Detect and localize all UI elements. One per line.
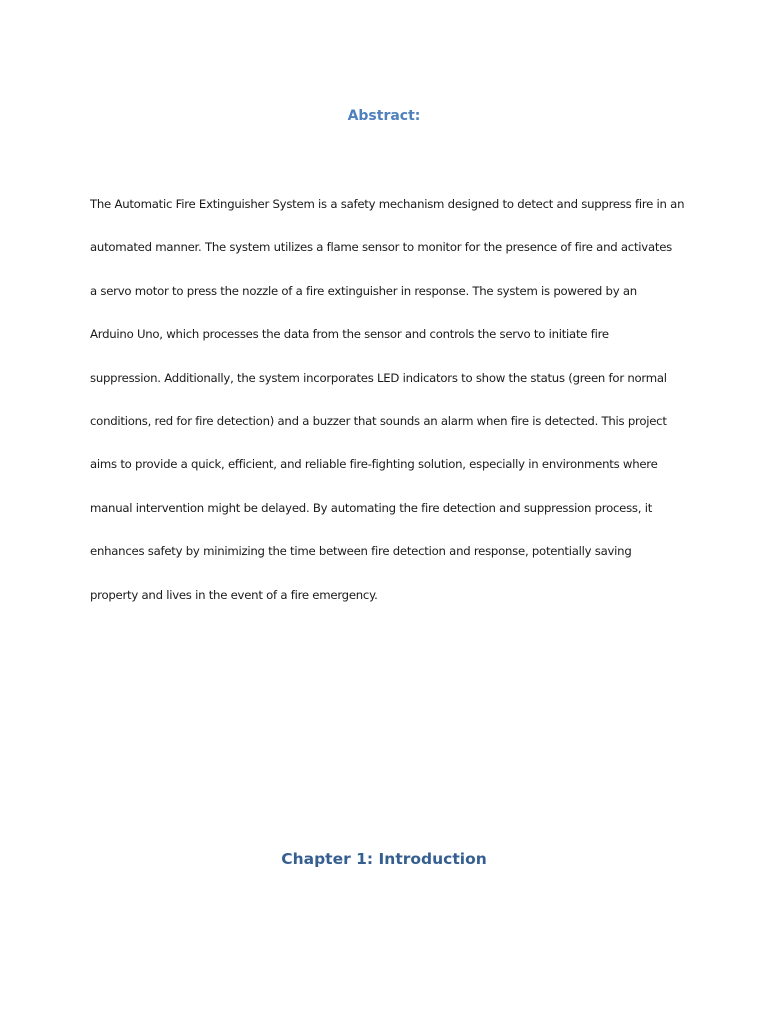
abstract-line: property and lives in the event of a fire emergency. (90, 587, 378, 602)
abstract-line: enhances safety by minimizing the time between fire detection and response, potentially saving (90, 544, 632, 559)
abstract-heading: Abstract: (347, 108, 421, 124)
chapter-1-heading: Chapter 1: Introduction (281, 850, 487, 868)
abstract-line: aims to provide a quick, efficient, and reliable fire-fighting solution, especially in environments where (90, 457, 658, 472)
abstract-line: a servo motor to press the nozzle of a fire extinguisher in response. The system is powered by an (90, 283, 637, 298)
abstract-line: suppression. Additionally, the system incorporates LED indicators to show the status (green for normal (90, 370, 667, 385)
abstract-line: manual intervention might be delayed. By automating the fire detection and suppression process, it (90, 500, 653, 515)
abstract-line: conditions, red for fire detection) and a buzzer that sounds an alarm when fire is detected. This project (90, 413, 667, 428)
abstract-paragraph (90, 183, 685, 617)
abstract-line: Arduino Uno, which processes the data from the sensor and controls the servo to initiate fire (90, 327, 609, 342)
abstract-line: The Automatic Fire Extinguisher System is a safety mechanism designed to detect and suppress fire in an (90, 197, 685, 211)
abstract-line: automated manner. The system utilizes a flame sensor to monitor for the presence of fire and activates (90, 240, 672, 255)
